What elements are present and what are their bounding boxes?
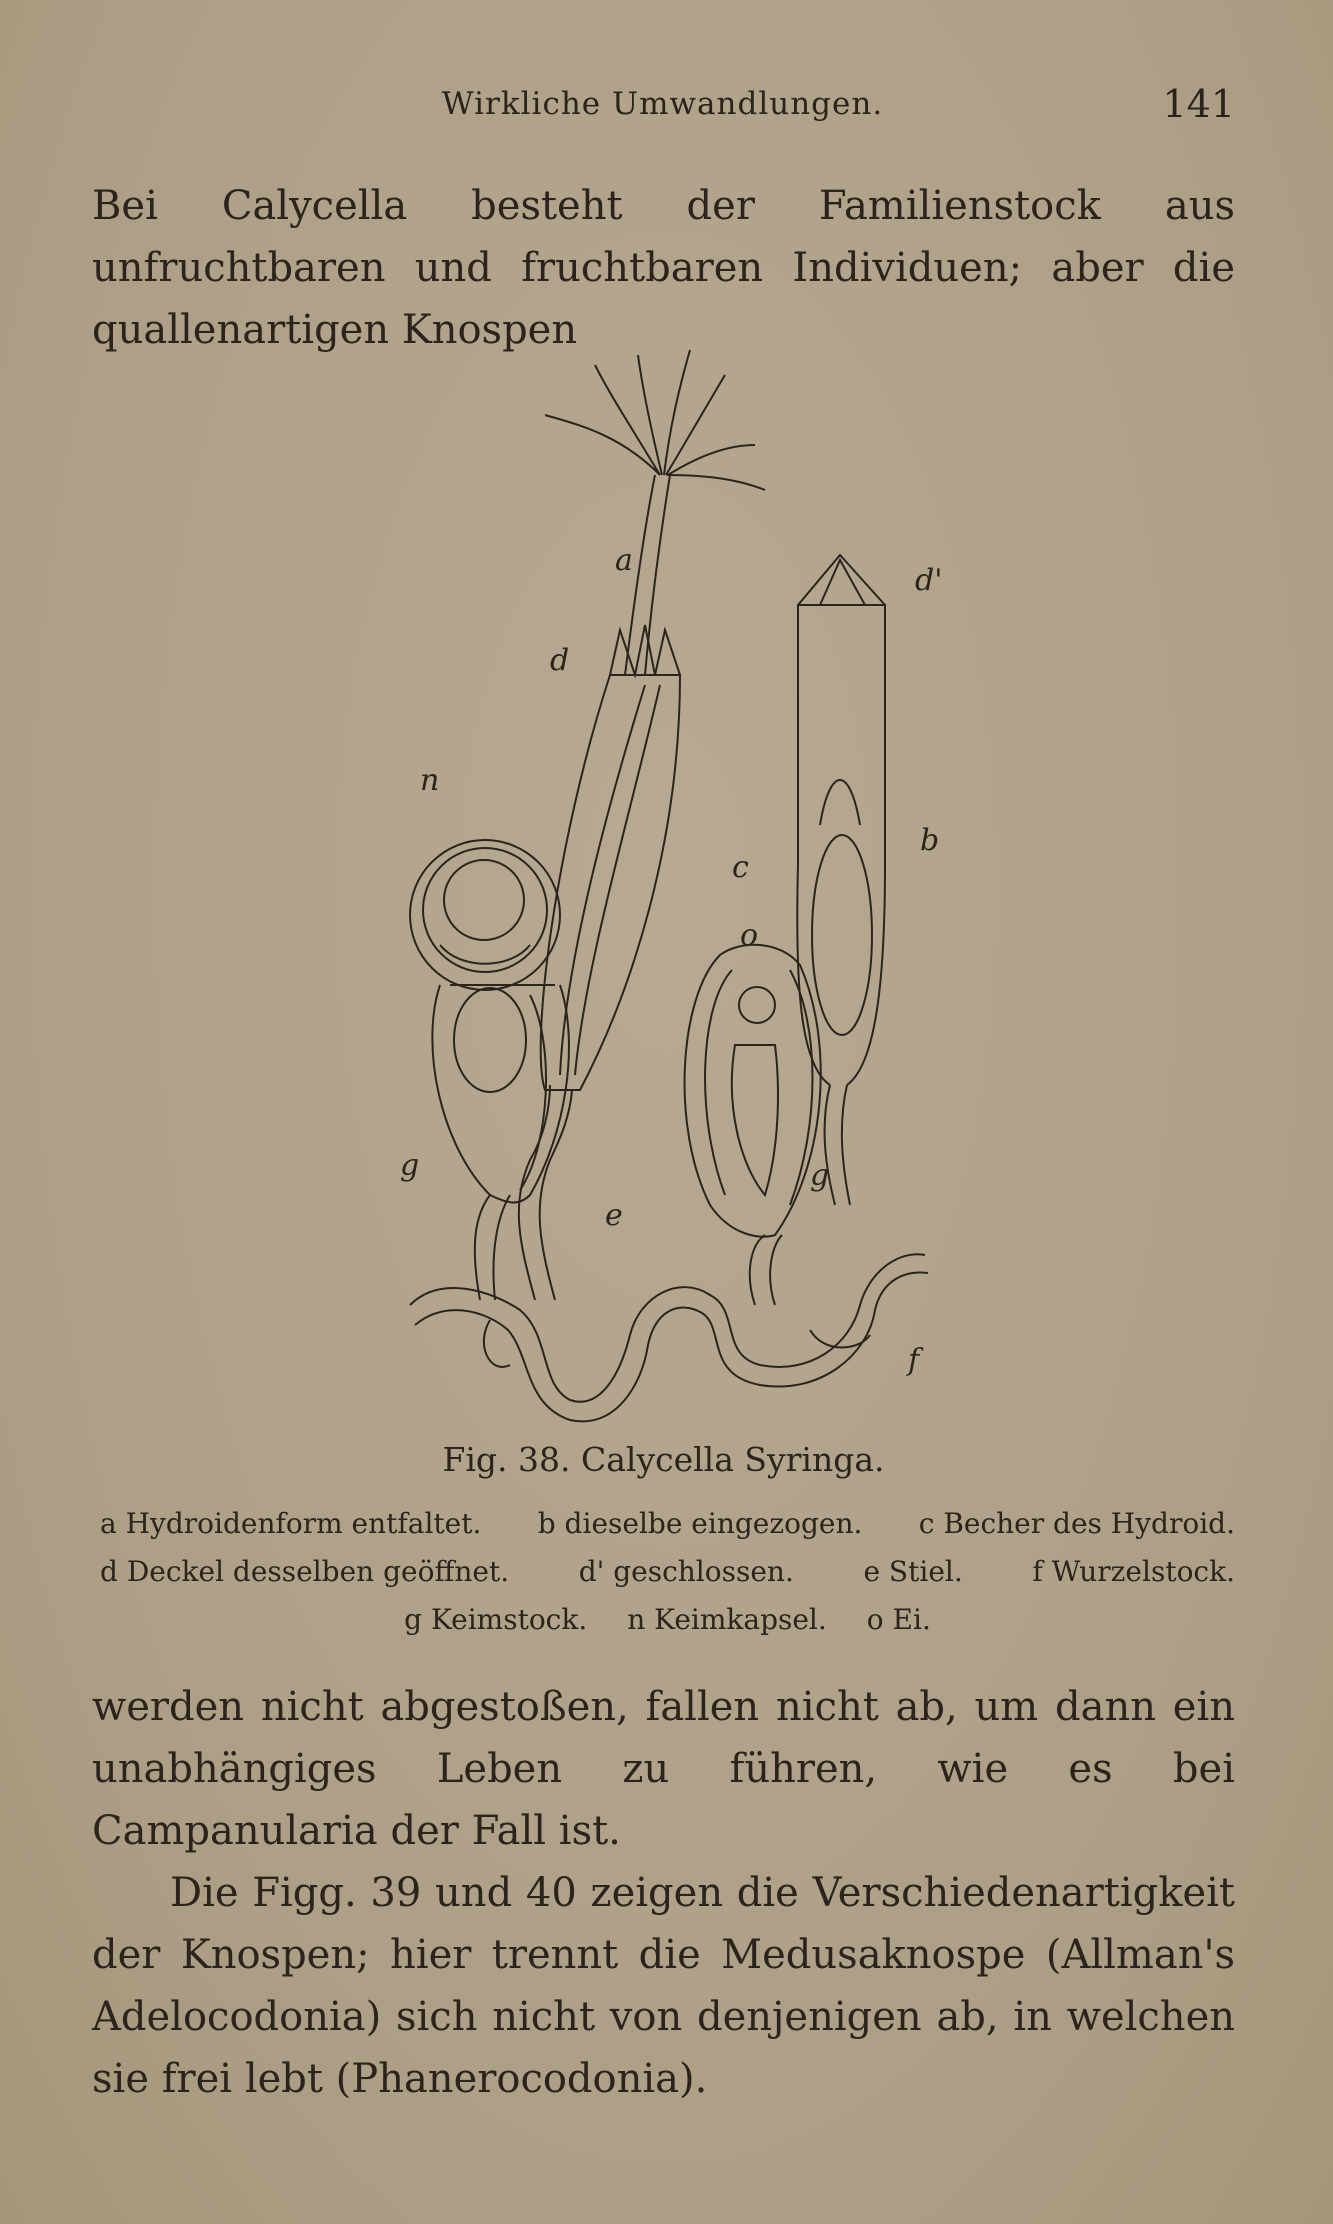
figure-label-e: e — [605, 1198, 623, 1233]
legend-item-g: g Keimstock. — [404, 1603, 588, 1636]
paragraph-top-text: Bei Calycella besteht der Familienstock aus unfruchtbaren und fruchtbaren Individuen; aber die quallenartigen Knospen — [92, 183, 1235, 353]
legend-item-a: a Hydroidenform entfaltet. — [100, 1507, 482, 1540]
legend-item-c: c Becher des Hydroid. — [918, 1507, 1235, 1540]
legend-item-d: d Deckel desselben geöffnet. — [100, 1555, 510, 1588]
paragraph-bottom — [92, 1676, 1235, 2110]
figure-label-o: o — [740, 918, 759, 953]
figure-calycella — [380, 345, 940, 1435]
legend-item-b: b dieselbe eingezogen. — [537, 1507, 863, 1540]
figure-label-c: c — [732, 850, 749, 885]
figure-label-g-left: g — [400, 1148, 420, 1183]
page-number: 141 — [1162, 82, 1235, 126]
calycella-illustration — [380, 345, 940, 1435]
figure-label-d-prime: d' — [915, 563, 940, 598]
figure-label-b: b — [920, 823, 940, 858]
figure-label-f: f — [908, 1343, 920, 1378]
figure-label-n: n — [420, 763, 440, 798]
legend-item-o: o Ei. — [866, 1603, 931, 1636]
figure-legend — [100, 1500, 1235, 1644]
paragraph-bottom-2: Die Figg. 39 und 40 zeigen die Verschiedenartigkeit der Knospen; hier trennt die Medusaknospe (Allman's Adelocodonia) sich nicht von denjenigen ab, in welchen sie frei lebt (Phanerocodonia). — [92, 1870, 1235, 2102]
legend-line-2 — [100, 1548, 1235, 1596]
legend-line-1 — [100, 1500, 1235, 1548]
figure-caption: Fig. 38. Calycella Syringa. — [442, 1440, 885, 1479]
legend-item-f: f Wurzelstock. — [1032, 1555, 1235, 1588]
legend-line-3 — [100, 1596, 1235, 1644]
figure-label-a: a — [615, 543, 633, 578]
legend-item-d-prime: d' geschlossen. — [578, 1555, 794, 1588]
paragraph-bottom-1: werden nicht abgestoßen, fallen nicht ab, um dann ein unabhängiges Leben zu führen, wie es bei Campanularia der Fall ist. — [92, 1684, 1235, 1854]
running-title: Wirkliche Umwandlungen. — [441, 86, 884, 122]
running-head — [90, 82, 1235, 132]
figure-label-g-right: g — [810, 1158, 830, 1193]
paragraph-top — [92, 175, 1235, 361]
figure-label-d: d — [550, 643, 570, 678]
legend-item-e: e Stiel. — [863, 1555, 963, 1588]
legend-item-n: n Keimkapsel. — [627, 1603, 827, 1636]
